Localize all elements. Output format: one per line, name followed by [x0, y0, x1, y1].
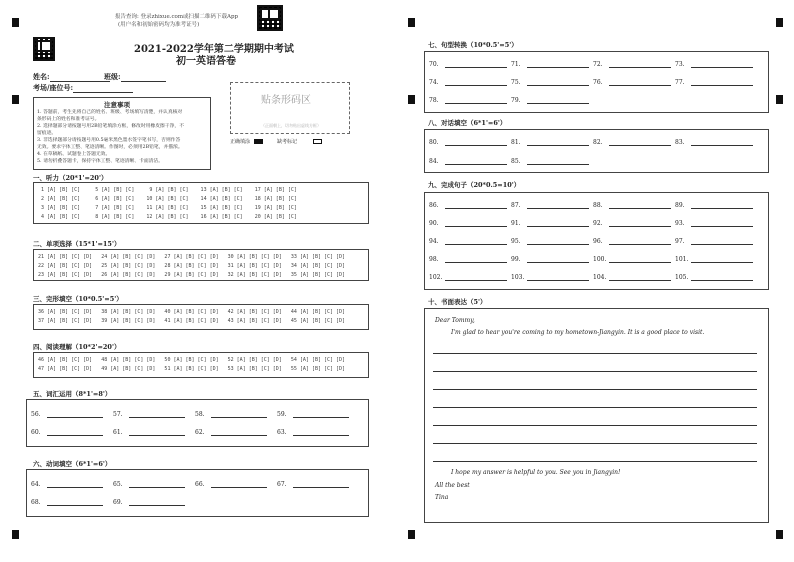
writing-line[interactable]	[433, 461, 757, 462]
vocabulary-answer-box	[26, 399, 369, 447]
timing-mark	[12, 530, 19, 539]
question-number: 99.	[511, 256, 521, 263]
section-verb-fill-title: 六、动词填空（6*1'=6'）	[33, 460, 112, 468]
answer-blank[interactable]	[293, 410, 349, 418]
section-sentence-transform-title: 七、句型转换（10*0.5'=5'）	[428, 41, 518, 49]
question-number: 96.	[593, 238, 603, 245]
fill-row	[429, 138, 757, 146]
question-number: 59.	[277, 411, 287, 418]
fill-row	[429, 60, 757, 68]
fill-row	[31, 480, 359, 488]
answer-blank[interactable]	[445, 273, 507, 281]
writing-line[interactable]	[433, 443, 757, 444]
answer-blank[interactable]	[47, 498, 103, 506]
class-label: 班级:	[104, 72, 121, 81]
question-number: 104.	[593, 274, 607, 281]
answer-blank[interactable]	[527, 273, 589, 281]
question-number: 86.	[429, 202, 439, 209]
notes-list	[37, 109, 184, 165]
answer-row[interactable]: 23 [A] [B] [C] [D] 26 [A] [B] [C] [D] 29 [A] [B] [C] [D] 32 [A] [B] [C] [D] 35 [A] [B] [C] [D]	[38, 272, 346, 278]
question-number: 61.	[113, 429, 123, 436]
correct-fill-label: 正确填涂	[230, 139, 251, 145]
answer-blank[interactable]	[691, 201, 753, 209]
letter-opening: I'm glad to hear you're coming to my hometown-Jiangyin. It is a good place to visit.	[451, 329, 705, 336]
answer-blank[interactable]	[527, 255, 589, 263]
question-number: 69.	[113, 499, 123, 506]
question-number: 82.	[593, 139, 603, 146]
answer-blank[interactable]	[527, 138, 589, 146]
question-number: 62.	[195, 429, 205, 436]
question-number: 77.	[675, 79, 685, 86]
notes-line: 留痕迹。	[37, 131, 57, 136]
username-hint-text: (用户名和初始密码均为准考证号)	[118, 22, 200, 28]
name-field[interactable]	[33, 72, 110, 82]
question-number: 95.	[511, 238, 521, 245]
single-choice-answer-box	[33, 249, 369, 281]
question-number: 64.	[31, 481, 41, 488]
answer-blank[interactable]	[691, 273, 753, 281]
writing-line[interactable]	[433, 353, 757, 354]
section-single-choice-title: 二、单项选择（15*1'=15'）	[33, 240, 121, 248]
room-seat-label: 考场/座位号:	[33, 83, 74, 92]
question-number: 88.	[593, 202, 603, 209]
answer-blank[interactable]	[129, 480, 185, 488]
answer-blank[interactable]	[609, 255, 671, 263]
question-number: 57.	[113, 411, 123, 418]
question-number: 71.	[511, 61, 521, 68]
answer-blank[interactable]	[527, 201, 589, 209]
question-number: 72.	[593, 61, 603, 68]
notes-line: 条形码上的姓名和准考证号。	[37, 117, 100, 122]
fill-example	[230, 138, 322, 145]
timing-mark	[12, 18, 19, 27]
notes-line: 5. 请勿折叠答题卡，保持字体工整、笔迹清晰、卡面清洁。	[37, 159, 164, 164]
answer-blank[interactable]	[211, 410, 267, 418]
class-field[interactable]	[104, 72, 166, 82]
barcode-hint: （正面朝上，切勿贴出虚线方框）	[261, 123, 321, 128]
answer-blank[interactable]	[211, 480, 267, 488]
answer-blank[interactable]	[47, 428, 103, 436]
verb-fill-answer-box	[26, 469, 369, 517]
question-number: 78.	[429, 97, 439, 104]
absent-mark-label: 缺考标记	[277, 139, 298, 145]
reading-answer-box	[33, 352, 369, 378]
fill-row	[429, 157, 593, 165]
fill-row	[429, 201, 757, 209]
answer-blank[interactable]	[691, 237, 753, 245]
answer-blank[interactable]	[527, 219, 589, 227]
notes-box	[33, 97, 211, 170]
question-number: 63.	[277, 429, 287, 436]
question-number: 101.	[675, 256, 689, 263]
notes-line: 4. 在草稿纸、试题卷上答题无效。	[37, 152, 111, 157]
letter-signature: Tina	[435, 494, 449, 501]
answer-blank[interactable]	[609, 273, 671, 281]
sentence-transform-answer-box	[424, 51, 769, 113]
section-vocabulary-title: 五、词汇运用（8*1'=8'）	[33, 390, 112, 398]
answer-row[interactable]: 2 [A] [B] [C] 6 [A] [B] [C] 10 [A] [B] [C] 14 [A] [B] [C] 18 [A] [B] [C]	[38, 196, 297, 202]
timing-mark	[776, 18, 783, 27]
name-label: 姓名:	[33, 72, 50, 81]
fill-row	[429, 219, 757, 227]
section-listening-title: 一、听力（20*1'=20'）	[33, 174, 108, 182]
exam-title: 2021-2022学年第二学期期中考试	[134, 44, 294, 55]
answer-blank[interactable]	[691, 138, 753, 146]
answer-blank[interactable]	[445, 138, 507, 146]
timing-mark	[12, 95, 19, 104]
fill-row	[429, 78, 757, 86]
answer-row[interactable]: 21 [A] [B] [C] [D] 24 [A] [B] [C] [D] 27 [A] [B] [C] [D] 30 [A] [B] [C] [D] 33 [A] [B] [C] [D]	[38, 254, 346, 260]
writing-line[interactable]	[433, 425, 757, 426]
timing-mark	[408, 95, 415, 104]
letter-signoff: All the best	[435, 482, 470, 489]
answer-blank[interactable]	[47, 410, 103, 418]
question-number: 93.	[675, 220, 685, 227]
question-number: 94.	[429, 238, 439, 245]
answer-blank[interactable]	[445, 219, 507, 227]
cloze-answer-box	[33, 304, 369, 330]
barcode-label: 贴条形码区	[261, 95, 311, 106]
answer-blank[interactable]	[445, 201, 507, 209]
complete-sentences-answer-box	[424, 192, 769, 290]
writing-line[interactable]	[433, 389, 757, 390]
answer-row[interactable]: 46 [A] [B] [C] [D] 48 [A] [B] [C] [D] 50 [A] [B] [C] [D] 52 [A] [B] [C] [D] 54 [A] [B] [C] [D]	[38, 357, 346, 363]
sheet-qr-code-icon	[33, 37, 55, 61]
answer-blank[interactable]	[691, 60, 753, 68]
report-query-text: 报告查询: 登录zhixue.com或扫描二维码下载App	[115, 14, 239, 20]
answer-blank[interactable]	[293, 480, 349, 488]
answer-blank[interactable]	[691, 78, 753, 86]
question-number: 85.	[511, 158, 521, 165]
question-number: 83.	[675, 139, 685, 146]
answer-blank[interactable]	[609, 219, 671, 227]
answer-blank[interactable]	[527, 237, 589, 245]
answer-blank[interactable]	[527, 78, 589, 86]
answer-blank[interactable]	[129, 498, 185, 506]
question-number: 103.	[511, 274, 525, 281]
room-seat-field[interactable]	[33, 83, 133, 93]
notes-line: 无效。要求字体工整、笔迹清晰。作图时，必须用2B铅笔，并描浓。	[37, 145, 183, 150]
answer-blank[interactable]	[47, 480, 103, 488]
question-number: 92.	[593, 220, 603, 227]
writing-line[interactable]	[433, 371, 757, 372]
listening-answer-box	[33, 182, 369, 224]
writing-answer-box	[424, 308, 769, 523]
question-number: 89.	[675, 202, 685, 209]
answer-blank[interactable]	[527, 157, 589, 165]
question-number: 74.	[429, 79, 439, 86]
question-number: 79.	[511, 97, 521, 104]
fill-row	[31, 428, 359, 436]
writing-line[interactable]	[433, 407, 757, 408]
answer-blank[interactable]	[609, 138, 671, 146]
answer-blank[interactable]	[445, 237, 507, 245]
question-number: 76.	[593, 79, 603, 86]
answer-row[interactable]: 3 [A] [B] [C] 7 [A] [B] [C] 11 [A] [B] [C] 15 [A] [B] [C] 19 [A] [B] [C]	[38, 205, 297, 211]
question-number: 70.	[429, 61, 439, 68]
question-number: 56.	[31, 411, 41, 418]
fill-row	[429, 96, 593, 104]
answer-row[interactable]: 47 [A] [B] [C] [D] 49 [A] [B] [C] [D] 51 [A] [B] [C] [D] 53 [A] [B] [C] [D] 55 [A] [B] [C] [D]	[38, 366, 346, 372]
question-number: 91.	[511, 220, 521, 227]
fill-row	[429, 255, 757, 263]
answer-blank[interactable]	[445, 255, 507, 263]
timing-mark	[408, 530, 415, 539]
section-writing-title: 十、书面表达（5'）	[428, 298, 487, 306]
answer-blank[interactable]	[609, 78, 671, 86]
section-complete-sentences-title: 九、完成句子（20*0.5=10'）	[428, 181, 521, 189]
question-number: 75.	[511, 79, 521, 86]
fill-row	[429, 237, 757, 245]
answer-row[interactable]: 1 [A] [B] [C] 5 [A] [B] [C] 9 [A] [B] [C] 13 [A] [B] [C] 17 [A] [B] [C]	[38, 187, 297, 193]
barcode-area	[230, 82, 350, 134]
absent-mark-checkbox[interactable]	[313, 139, 322, 144]
answer-blank[interactable]	[445, 78, 507, 86]
section-reading-title: 四、阅读理解（10*2'=20'）	[33, 343, 121, 351]
notes-line: 2. 选择题部分请按题号用2B铅笔填涂方框，修改时用橡皮擦干净，不	[37, 124, 184, 129]
question-number: 87.	[511, 202, 521, 209]
question-number: 68.	[31, 499, 41, 506]
question-number: 58.	[195, 411, 205, 418]
question-number: 84.	[429, 158, 439, 165]
question-number: 105.	[675, 274, 689, 281]
answer-row[interactable]: 37 [A] [B] [C] [D] 39 [A] [B] [C] [D] 41 [A] [B] [C] [D] 43 [A] [B] [C] [D] 45 [A] [B] [C] [D]	[38, 318, 346, 324]
notes-heading: 注意事项	[104, 101, 130, 109]
app-qr-code-icon[interactable]	[257, 5, 283, 31]
answer-blank[interactable]	[293, 428, 349, 436]
answer-row[interactable]: 22 [A] [B] [C] [D] 25 [A] [B] [C] [D] 28 [A] [B] [C] [D] 31 [A] [B] [C] [D] 34 [A] [B] [C] [D]	[38, 263, 346, 269]
answer-blank[interactable]	[445, 96, 507, 104]
letter-greeting: Dear Tommy,	[435, 317, 475, 324]
timing-mark	[408, 18, 415, 27]
answer-blank[interactable]	[129, 410, 185, 418]
question-number: 90.	[429, 220, 439, 227]
question-number: 73.	[675, 61, 685, 68]
answer-blank[interactable]	[527, 96, 589, 104]
answer-blank[interactable]	[609, 201, 671, 209]
section-cloze-title: 三、完形填空（10*0.5'=5'）	[33, 295, 123, 303]
fill-row	[429, 273, 757, 281]
timing-mark	[776, 95, 783, 104]
fill-row	[31, 498, 195, 506]
answer-blank[interactable]	[211, 428, 267, 436]
answer-row[interactable]: 4 [A] [B] [C] 8 [A] [B] [C] 12 [A] [B] [C] 16 [A] [B] [C] 20 [A] [B] [C]	[38, 214, 297, 220]
answer-row[interactable]: 36 [A] [B] [C] [D] 38 [A] [B] [C] [D] 40 [A] [B] [C] [D] 42 [A] [B] [C] [D] 44 [A] [B] [C] [D]	[38, 309, 346, 315]
question-number: 102.	[429, 274, 443, 281]
notes-line: 1. 答题前，考生先将自己的姓名、班级、考场填写清楚，并认真核对	[37, 110, 183, 115]
answer-blank[interactable]	[445, 60, 507, 68]
question-number: 65.	[113, 481, 123, 488]
filled-box-icon	[254, 139, 263, 144]
letter-closing: I hope my answer is helpful to you. See you in Jiangyin!	[451, 469, 621, 476]
fill-row	[31, 410, 359, 418]
question-number: 80.	[429, 139, 439, 146]
question-number: 67.	[277, 481, 287, 488]
timing-mark	[776, 530, 783, 539]
answer-blank[interactable]	[609, 237, 671, 245]
question-number: 97.	[675, 238, 685, 245]
answer-blank[interactable]	[609, 60, 671, 68]
question-number: 98.	[429, 256, 439, 263]
answer-blank[interactable]	[527, 60, 589, 68]
question-number: 100.	[593, 256, 607, 263]
answer-blank[interactable]	[691, 219, 753, 227]
exam-subtitle: 初一英语答卷	[176, 56, 236, 67]
question-number: 66.	[195, 481, 205, 488]
question-number: 81.	[511, 139, 521, 146]
answer-blank[interactable]	[445, 157, 507, 165]
answer-blank[interactable]	[129, 428, 185, 436]
notes-line: 3. 非选择题部分请按题号用0.5毫米黑色墨水签字笔书写，否则作答	[37, 138, 181, 143]
question-number: 60.	[31, 429, 41, 436]
dialogue-fill-answer-box	[424, 129, 769, 173]
section-dialogue-fill-title: 八、对话填空（6*1'=6'）	[428, 119, 507, 127]
answer-blank[interactable]	[691, 255, 753, 263]
